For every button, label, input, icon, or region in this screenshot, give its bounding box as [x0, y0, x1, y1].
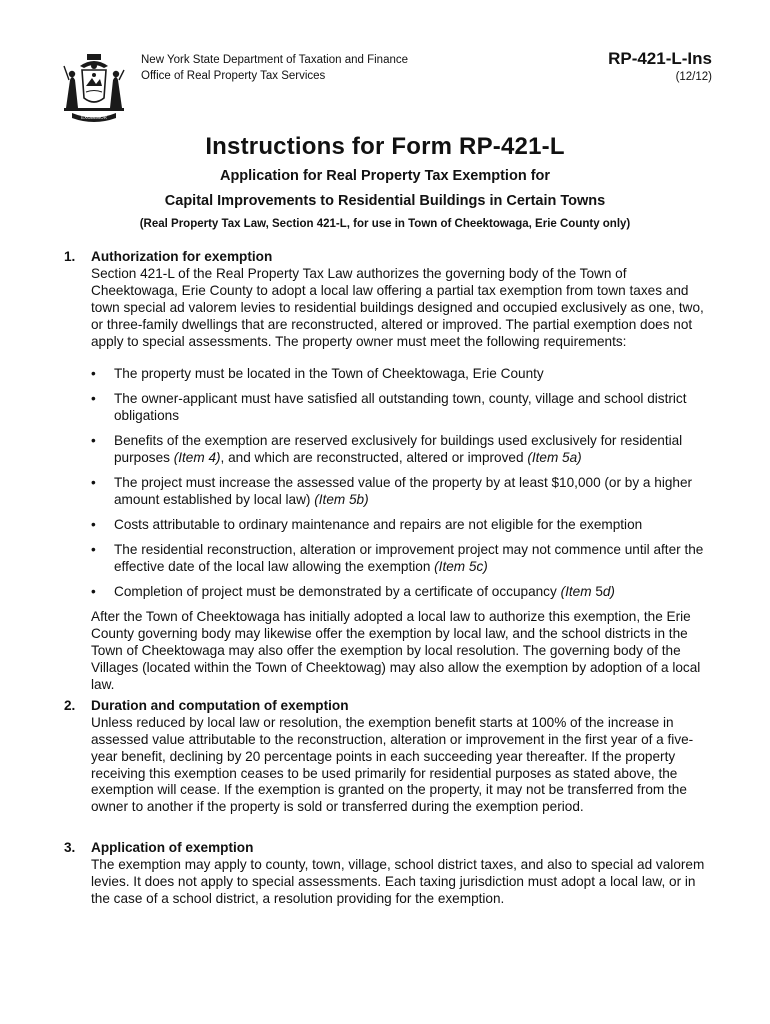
- section-intro: Section 421-L of the Real Property Tax Law authorizes the governing body of the Town of Cheektowaga, Erie County to adopt a local law offering a partial tax exemption from town taxes and town special ad valorem levies to residential buildings designed and occupied exclusively as one, two, or three-family dwellings that are reconstructed, altered or improved. The partial exemption does not apply to special assessments. The property owner must meet the following requirements:: [91, 265, 704, 349]
- bullet: •: [91, 541, 96, 557]
- section-application: [64, 840, 714, 908]
- ny-state-seal: [58, 52, 130, 124]
- seal-motto: EXCELSIOR: [81, 115, 107, 120]
- requirements-list: [91, 366, 714, 600]
- requirement-text: The property must be located in the Town of Cheektowaga, Erie County: [114, 366, 544, 382]
- section-duration: [64, 698, 714, 816]
- form-identifier: [608, 48, 712, 85]
- section-number: 2.: [64, 697, 76, 713]
- requirement-text: The residential reconstruction, alteration or improvement project may not commence until after the effective date of the local law allowing the exemption: [114, 541, 704, 574]
- list-item: [91, 475, 714, 509]
- bullet: •: [91, 391, 96, 407]
- section-number: 1.: [64, 249, 76, 264]
- requirement-text: Benefits of the exemption are reserved exclusively for buildings used exclusively for residential purposes: [114, 433, 683, 466]
- requirement-text: , and which are reconstructed, altered or improved: [220, 450, 528, 466]
- form-code: RP-421-L-Ins: [608, 49, 712, 68]
- item-reference: d): [602, 583, 615, 599]
- list-item: [91, 366, 714, 383]
- item-reference: (Item 5c): [434, 558, 488, 574]
- item-reference: (Item 4): [173, 450, 221, 466]
- subtitle-line2: Capital Improvements to Residential Buildings in Certain Towns: [164, 193, 606, 209]
- list-item: [91, 433, 714, 467]
- bullet: •: [91, 474, 96, 490]
- list-item: [91, 391, 714, 425]
- requirement-text: The owner-applicant must have satisfied all outstanding town, county, village and school district obligations: [114, 391, 687, 424]
- agency-info: [141, 52, 408, 84]
- bullet: •: [91, 516, 96, 532]
- requirement-text: Costs attributable to ordinary maintenance and repairs are not eligible for the exemption: [114, 516, 643, 532]
- section-body: Unless reduced by local law or resolution, the exemption benefit starts at 100% of the increase in assessed value attributable to the reconstruction, alteration or improvement in the first year of a five-year benefit, declining by 20 percentage points in each succeeding year thereafter. If the property receiving this exemption ceases to be used primarily for residential purposes as stated above, the exemption will cease. If the exemption is granted on the property, it may not be transferred from the owner to another if the property is sold or transferred during the exemption period.: [91, 714, 694, 815]
- section-number: 3.: [64, 840, 76, 856]
- requirement-text: Completion of project must be demonstrated by a certificate of occupancy: [114, 583, 561, 599]
- list-item: [91, 542, 714, 576]
- list-item: [91, 517, 714, 534]
- bullet: •: [91, 433, 96, 449]
- subtitle-line1: Application for Real Property Tax Exemption for: [219, 168, 551, 184]
- item-reference: (Item 5a): [527, 450, 582, 466]
- office-name: Office of Real Property Tax Services: [141, 70, 326, 82]
- list-item: [91, 584, 714, 601]
- section-heading: Authorization for exemption: [91, 249, 273, 264]
- law-reference-note: (Real Property Tax Law, Section 421-L, for use in Town of Cheektowaga, Erie County only): [139, 218, 631, 230]
- instructions-body: [64, 249, 714, 908]
- requirement-text: The project must increase the assessed value of the property by at least $10,000 (or by a higher amount established by local law): [114, 474, 693, 507]
- section-authorization: [64, 249, 714, 694]
- item-reference: (Item: [560, 583, 596, 599]
- item-reference: (Item 5b): [314, 491, 369, 507]
- item-reference-number: 5: [595, 583, 603, 599]
- section-closing-paragraph: After the Town of Cheektowaga has initially adopted a local law to authorize this exemption, the Erie County governing body may likewise offer the exemption by local law, and the school districts in the Town of Cheektowaga may also offer the exemption by local resolution. The governing body of the Villages (located within the Town of Cheektowag) may also allow the exemption by adoption of a local law.: [91, 609, 701, 693]
- agency-name: New York State Department of Taxation and Finance: [141, 54, 409, 66]
- title-block: [0, 132, 770, 232]
- section-heading: Duration and computation of exemption: [91, 697, 349, 713]
- bullet: •: [91, 366, 96, 382]
- bullet: •: [91, 583, 96, 599]
- page-title: Instructions for Form RP-421-L: [205, 133, 565, 160]
- section-body: The exemption may apply to county, town, village, school district taxes, and also to special ad valorem levies. It does not apply to special assessments. Each taxing jurisdiction must adopt a local law, or in the case of a school district, a resolution providing for the exemption.: [91, 857, 705, 906]
- form-date: (12/12): [675, 71, 712, 83]
- section-heading: Application of exemption: [91, 840, 254, 856]
